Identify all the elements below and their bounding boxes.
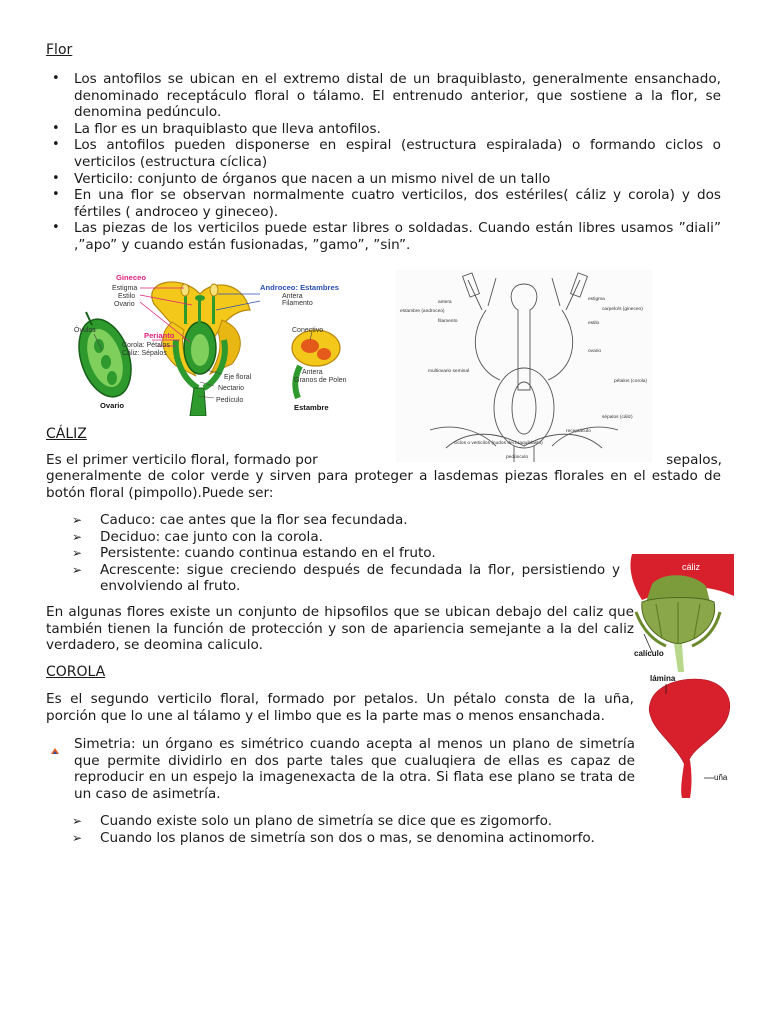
flor-bullet-item: • Las piezas de los verticilos puede estar libres o soldadas. Cuando están libres usamos ”diali” ,”apo” y cuando están fusionadas, ”gamo”, ”sin”. xyxy=(46,220,721,253)
antera-stamen-label: Antera xyxy=(302,369,323,376)
pediculo-label: Pedículo xyxy=(216,397,244,404)
caliz-type-item: ➢ Deciduo: cae junto con la corola. xyxy=(72,529,620,546)
simetria-type-item: ➢ Cuando existe solo un plano de simetría se dice que es zigomorfo. xyxy=(72,813,672,830)
calyx-photo xyxy=(622,554,734,672)
androceo-label: Androceo: Estambres xyxy=(260,283,339,292)
conectivo-label: Conectivo xyxy=(292,327,324,334)
flor-bullet-item: • Verticilo: conjunto de órganos que nacen a un mismo nivel de un tallo xyxy=(46,171,721,188)
caliz-type-item: ➢ Persistente: cuando continua estando en el fruto. xyxy=(72,545,620,562)
estigma-text: estigma xyxy=(588,297,605,302)
caliz-intro-rest: generalmente de color verde y sirven para proteger a lasdemas piezas florales en el estado de botón floral (pimpollo).Puede ser: xyxy=(46,468,721,501)
pedunculo-text: pedúnculo xyxy=(506,455,529,460)
estilo-text: estilo xyxy=(588,321,600,326)
ovario-label: Ovario xyxy=(114,301,135,308)
gineceo-label: Gineceo xyxy=(116,273,146,282)
estigma-label: Estigma xyxy=(112,285,138,292)
ovario-text: ovario xyxy=(588,349,602,354)
filamento-text: filamento xyxy=(438,319,458,324)
flor-bullet-item: • Los antofilos se ubican en el extremo distal de un braquiblasto, generalmente ensanchado, denominado receptáculo floral o tálamo. El entrenudo anterior, que sostiene a la flor, se denomina pedúnculo. xyxy=(46,71,721,121)
caliz-type-item: ➢ Acrescente: sigue creciendo después de fecundada la flor, persistiendo y envolviendo al fruto. xyxy=(72,562,620,595)
ovulos-label: Óvulos xyxy=(74,327,96,334)
flor-bullet-item: • En una flor se observan normalmente cuatro verticilos, dos estériles( cáliz y corola) y dos fértiles ( androceo y gineceo). xyxy=(46,187,721,220)
ovario-caption: Ovario xyxy=(100,401,125,410)
simetria-paragraph: Simetria: un órgano es simétrico cuando acepta al menos un plano de simetría que permite dividirlo en dos parte tales que cualuqiera de ellas es capaz de reproducir en un espejo la imagenexacta de la otra. Si flata ese plano se trata de un caso de asimetría. xyxy=(74,736,635,802)
corola-intro: Es el segundo verticilo floral, formado por petalos. Un pétalo consta de la uña, porción que lo une al tálamo y el limbo que es la parte mas o menos ensanchada. xyxy=(46,691,634,724)
receptaculo-text: receptáculo xyxy=(566,429,591,434)
bullet-icon xyxy=(50,741,60,751)
flower-line-drawing xyxy=(396,270,652,462)
una-photo-label: uña xyxy=(714,773,728,782)
estambre-text: estambre (androceo) xyxy=(400,309,445,314)
caliculo-photo-label: calículo xyxy=(634,649,664,658)
nectario-label: Nectario xyxy=(218,385,245,392)
caliz-type-item: ➢ Caduco: cae antes que la flor sea fecundada. xyxy=(72,512,620,529)
simetria-type-item: ➢ Cuando los planos de simetría son dos o mas, se denomina actinomorfo. xyxy=(72,830,672,847)
caliz-intro-left: Es el primer verticilo floral, formado por xyxy=(46,452,318,468)
flor-bullet-item: • La flor es un braquiblasto que lleva antofilos. xyxy=(46,121,721,138)
ovary-illustration xyxy=(72,312,140,403)
estambre-caption: Estambre xyxy=(294,403,329,412)
caliculo-paragraph: En algunas flores existe un conjunto de hipsofilos que se ubican debajo del caliz que también tienen la función de protección y son de apariencia semejante a la del caliz verdadero, se deomina caliculo. xyxy=(46,604,634,654)
sepalos-text: sépalos (cáliz) xyxy=(602,415,633,420)
caliz-types-list xyxy=(72,512,620,595)
stamen-illustration xyxy=(292,330,340,398)
caliz-sepalos-label: Cáliz: Sépalos xyxy=(122,350,167,357)
flor-bullet-item: • Los antofilos pueden disponerse en espiral (estructura espiralada) o formando ciclos o verticilos (estructura cíclica) xyxy=(46,137,721,170)
caliz-photo-label: cáliz xyxy=(682,562,701,572)
petal-photo xyxy=(644,672,736,802)
flower-structure-diagram xyxy=(72,270,360,416)
flor-heading: Flor xyxy=(46,42,73,58)
carpelo-text: carpelo/s (gineceo) xyxy=(602,307,643,312)
flor-bullet-list xyxy=(46,71,721,254)
caliz-heading: CÁLIZ xyxy=(46,426,87,442)
caliz-intro-right: sepalos, xyxy=(666,452,722,468)
corola-label: Corola: Pétalos xyxy=(122,342,170,349)
filamento-label: Filamento xyxy=(282,300,313,307)
simetria-types-list xyxy=(72,813,672,846)
antera-text: antera xyxy=(438,300,452,305)
estilo-label: Estilo xyxy=(118,293,136,300)
lamina-photo-label: lámina xyxy=(650,674,676,683)
corola-heading: COROLA xyxy=(46,664,106,680)
perianto-label: Perianto xyxy=(144,331,175,340)
antera-label: Antera xyxy=(282,293,303,300)
petalos-text: pétalos (corola) xyxy=(614,379,648,384)
ciclos-text: ciclos o verticilos (nudos del braquiblasto) xyxy=(454,441,543,446)
granos-label: Granos de Polen xyxy=(294,377,347,384)
multiovario-text: multiovario seminal xyxy=(428,369,470,374)
eje-floral-label: Eje floral xyxy=(224,374,252,381)
